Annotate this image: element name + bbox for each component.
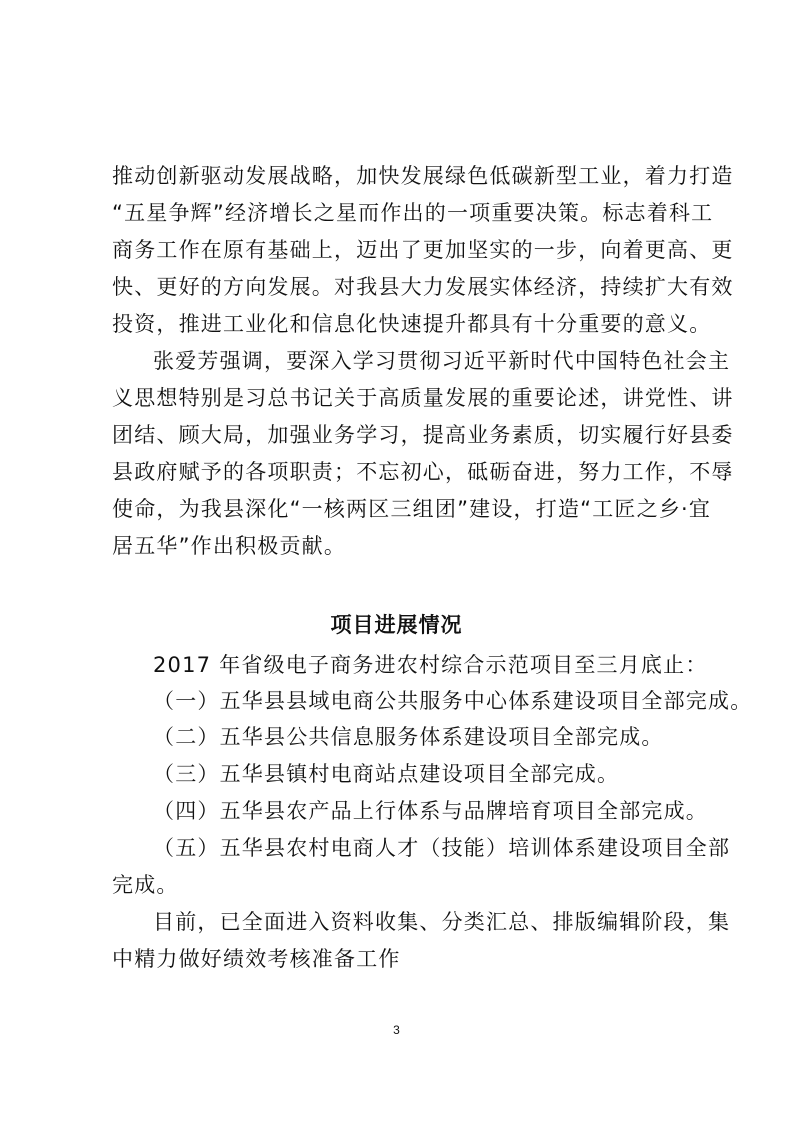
list-item: （四）五华县农产品上行体系与品牌培育项目全部完成。 [153, 799, 708, 823]
paragraph-line: 使命，为我县深化“一核两区三组团”建设，打造“工匠之乡·宜 [112, 497, 712, 521]
list-item: （二）五华县公共信息服务体系建设项目全部完成。 [153, 725, 664, 749]
paragraph-line: “五星争辉”经济增长之星而作出的一项重要决策。标志着科工 [112, 201, 714, 225]
paragraph-line: 中精力做好绩效考核准备工作 [112, 947, 401, 971]
paragraph-line: 推动创新驱动发展战略，加快发展绿色低碳新型工业，着力打造 [112, 164, 734, 188]
list-item: （三）五华县镇村电商站点建设项目全部完成。 [153, 762, 620, 786]
paragraph-line: 目前，已全面进入资料收集、分类汇总、排版编辑阶段，集 [153, 910, 731, 934]
list-item: （五）五华县农村电商人才（技能）培训体系建设项目全部 [153, 836, 731, 860]
page-number: 3 [393, 1023, 400, 1037]
paragraph-line: 居五华”作出积极贡献。 [112, 534, 347, 558]
list-item-continuation: 完成。 [112, 873, 179, 897]
paragraph-line: 张爱芳强调，要深入学习贯彻习近平新时代中国特色社会主 [153, 349, 731, 373]
list-item: （一）五华县县域电商公共服务中心体系建设项目全部完成。 [153, 689, 753, 713]
paragraph-line: 投资，推进工业化和信息化快速提升都具有十分重要的意义。 [112, 312, 712, 336]
paragraph-line: 团结、顾大局，加强业务学习，提高业务素质，切实履行好县委 [112, 423, 734, 447]
paragraph-line: 商务工作在原有基础上，迈出了更加坚实的一步，向着更高、更 [112, 238, 734, 262]
paragraph-line: 义思想特别是习总书记关于高质量发展的重要论述，讲党性、讲 [112, 386, 734, 410]
section-title: 项目进展情况 [330, 613, 463, 637]
paragraph-line: 县政府赋予的各项职责；不忘初心，砥砺奋进，努力工作，不辱 [112, 460, 734, 484]
intro-line: 2017 年省级电子商务进农村综合示范项目至三月底止： [153, 653, 708, 677]
paragraph-line: 快、更好的方向发展。对我县大力发展实体经济，持续扩大有效 [112, 275, 734, 299]
